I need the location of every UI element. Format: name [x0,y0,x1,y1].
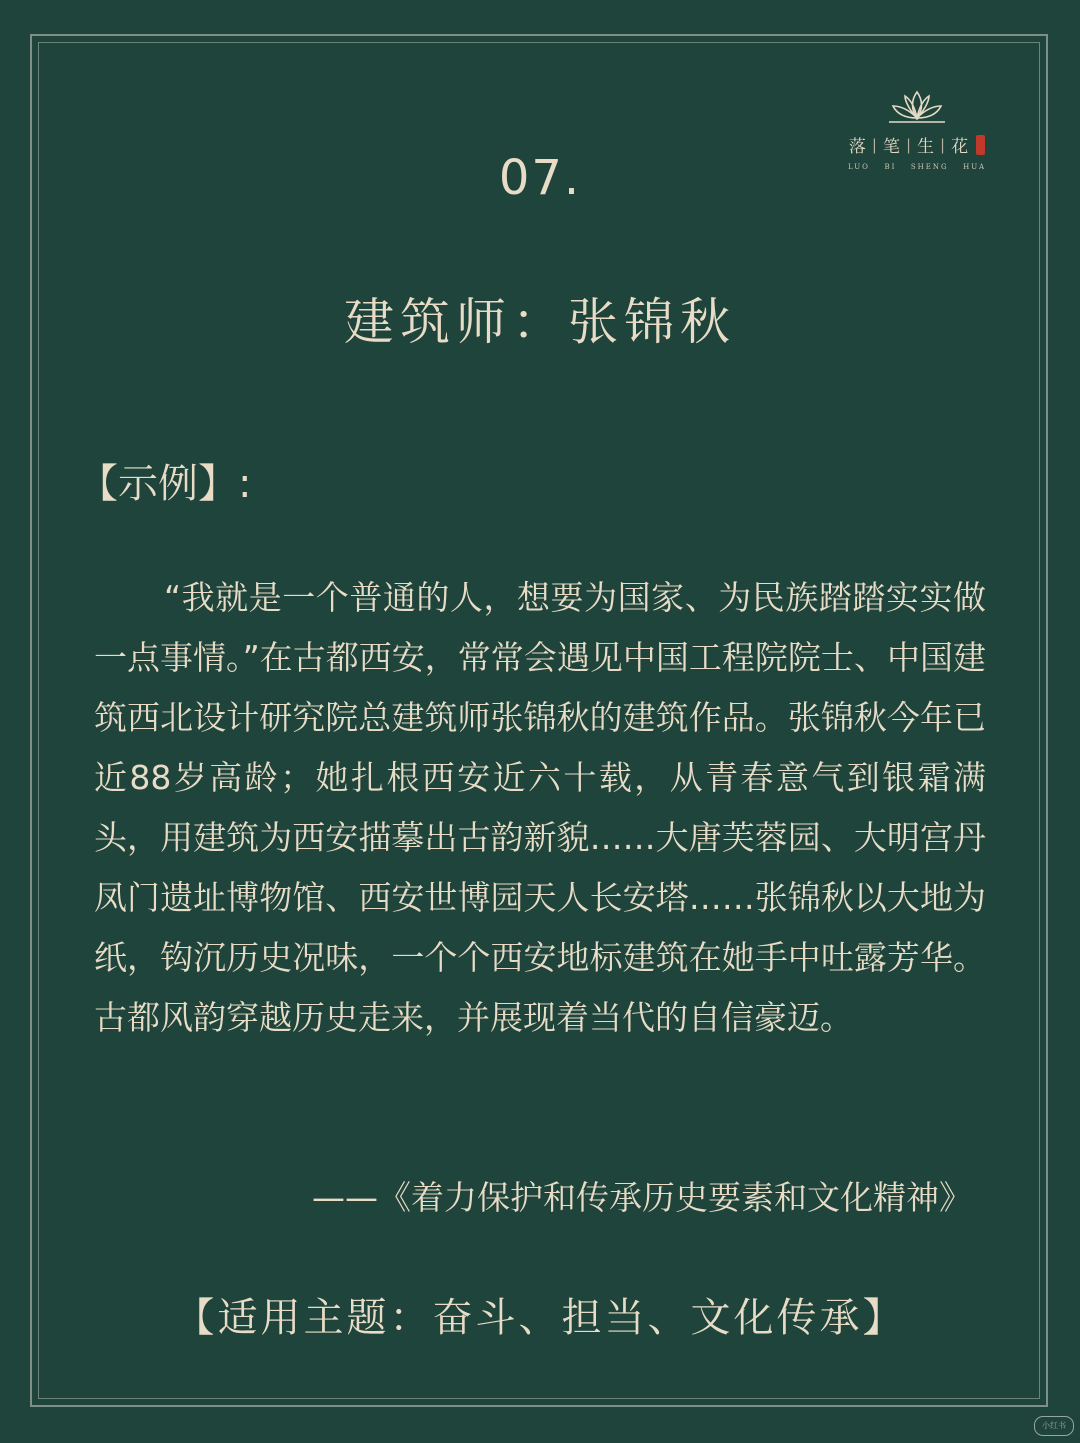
body-paragraph: “我就是一个普通的人，想要为国家、为民族踏踏实实做一点事情。”在古都西安，常常会遇见中国工程院院士、中国建筑西北设计研究院总建筑师张锦秋的建筑作品。张锦秋今年已近88岁高龄；她扎根西安近六十载，从青春意气到银霜满头，用建筑为西安描摹出古韵新貌……大唐芙蓉园、大明宫丹凤门遗址博物馆、西安世博园天人长安塔……张锦秋以大地为纸，钩沉历史况味，一个个西安地标建筑在她手中吐露芳华。古都风韵穿越历史走来，并展现着当代的自信豪迈。 [94,578,986,1037]
logo-separator: | [940,135,946,154]
logo-char: 落 [848,137,866,157]
logo-latin-word: LUO [848,163,870,171]
logo-char: 笔 [882,137,900,157]
section-number: 07. [498,150,582,206]
watermark-badge: 小红书 [1034,1416,1074,1436]
logo-char: 生 [917,137,935,157]
logo-latin-word: HUA [963,163,986,171]
example-label: 【示例】: [78,461,252,507]
logo-separator: | [905,135,912,154]
logo-separator: | [871,135,877,154]
lotus-icon [885,88,949,128]
applicable-themes: 【适用主题：奋斗、担当、文化传承】 [174,1295,906,1341]
logo-latin-word: SHENG [910,163,949,171]
logo-latin-word: BI [884,163,897,171]
logo-char: 花 [951,137,969,157]
source-citation: ——《着力保护和传承历史要素和文化精神》 [312,1178,972,1217]
page-title: 建筑师：张锦秋 [344,293,736,351]
